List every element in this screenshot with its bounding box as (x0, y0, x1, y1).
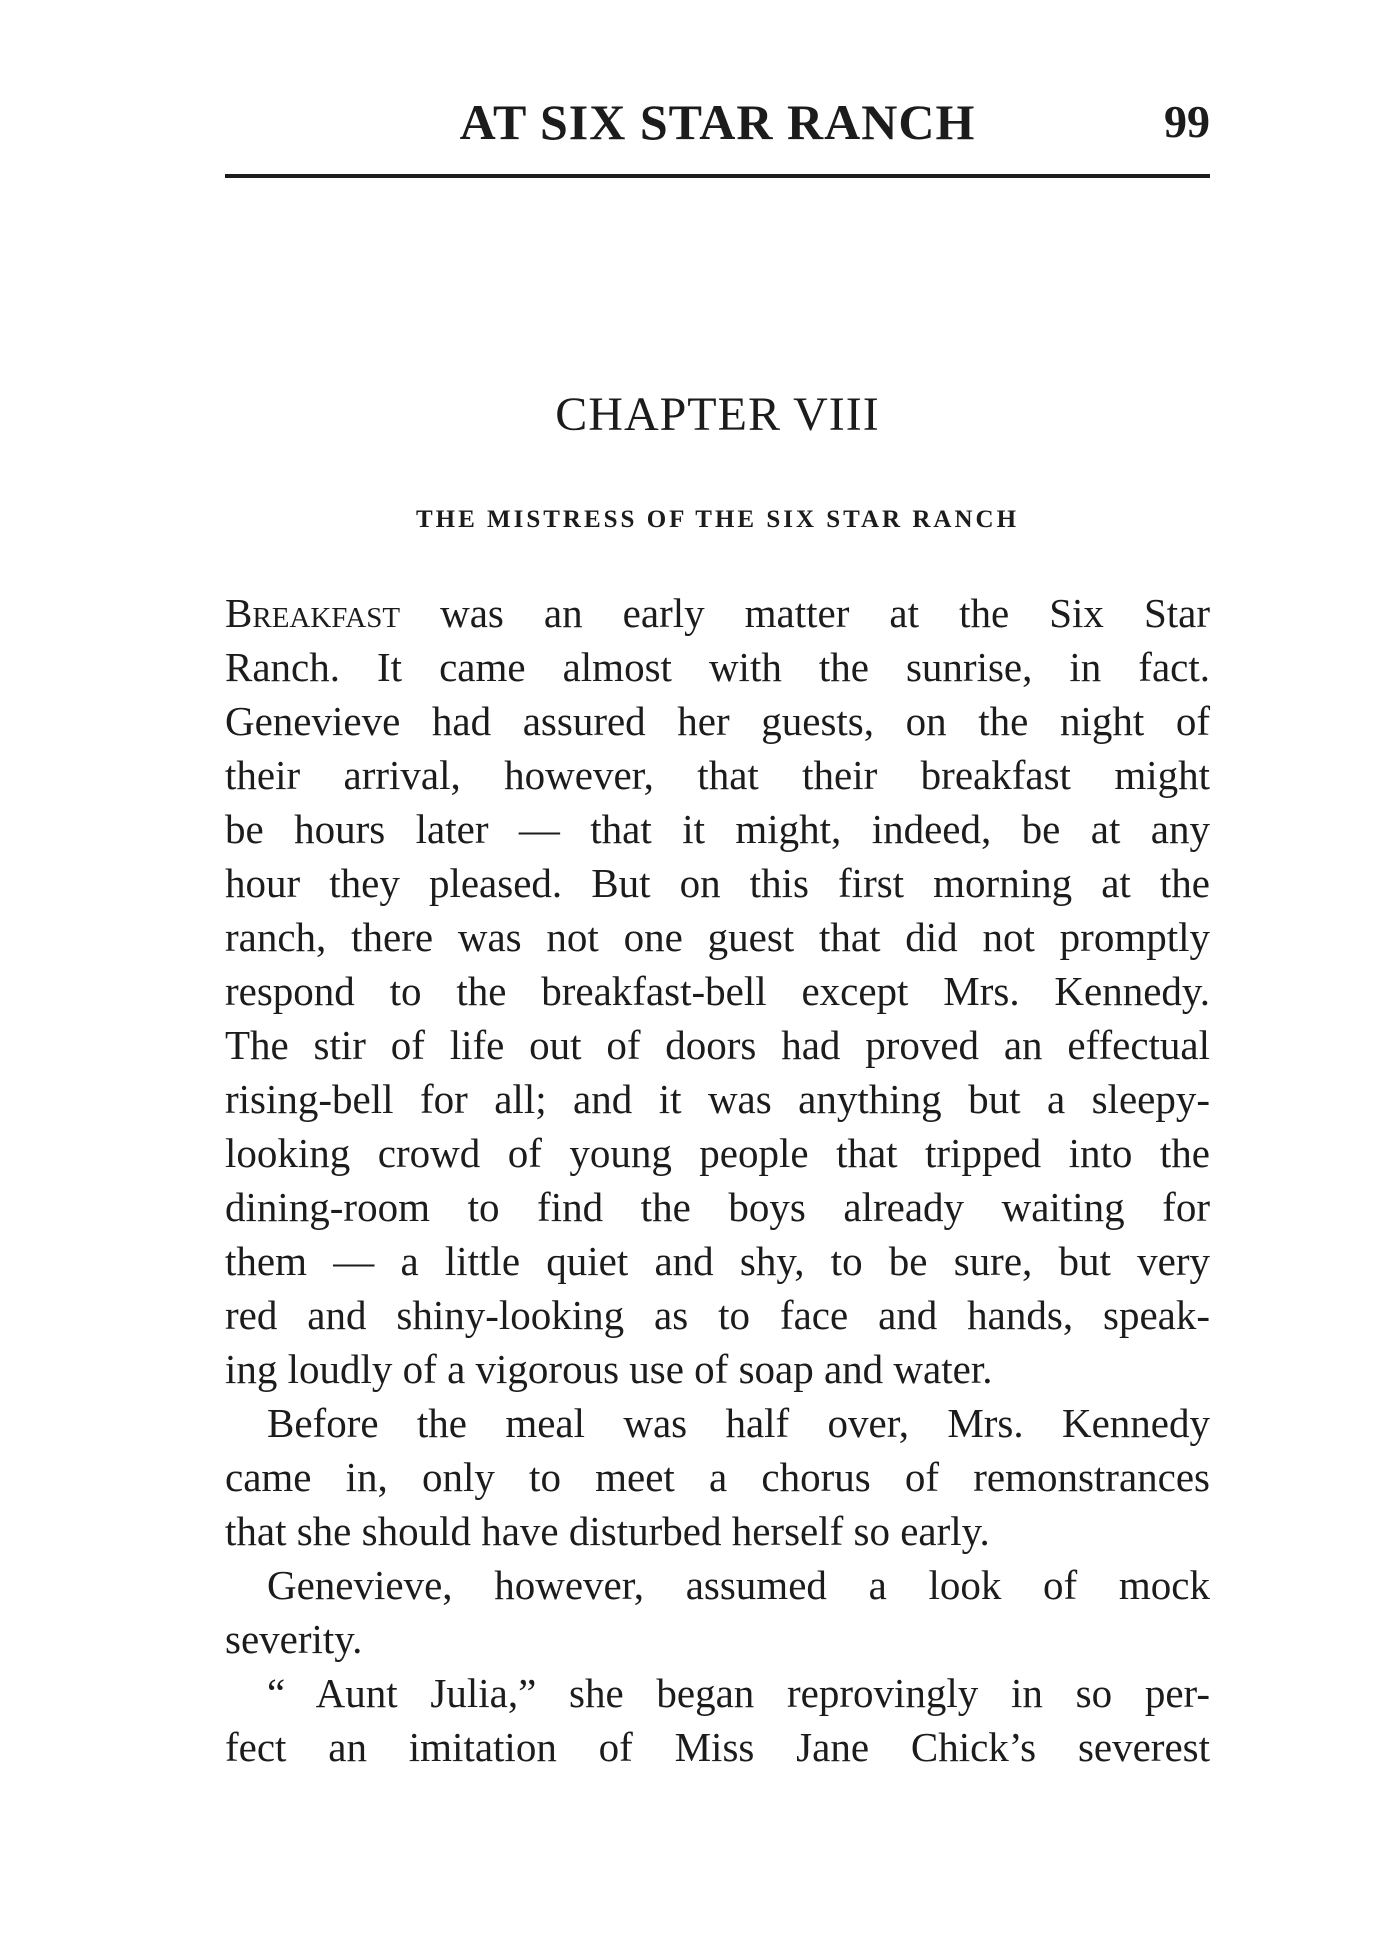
text-line: Ranch. It came almost with the sunrise, in fact. (225, 644, 1210, 690)
text-line: dining-room to find the boys already waiting for (225, 1184, 1210, 1230)
text-line (225, 586, 1210, 640)
text-line: Genevieve had assured her guests, on the night of (225, 698, 1210, 744)
text-line-content: was an early matter at the Six Star (400, 590, 1210, 636)
running-title: AT SIX STAR RANCH (459, 94, 976, 150)
chapter-title: THE MISTRESS OF THE SIX STAR RANCH (415, 506, 1020, 533)
chapter-number: CHAPTER VIII (555, 388, 880, 441)
text-line: ranch, there was not one guest that did not promptly (225, 914, 1210, 960)
text-line: respond to the breakfast-bell except Mrs. Kennedy. (225, 968, 1210, 1014)
text-line: them — a little quiet and shy, to be sure, but very (225, 1238, 1210, 1284)
text-line: hour they pleased. But on this first morning at the (225, 860, 1210, 906)
text-line: ing loudly of a vigorous use of soap and water. (225, 1346, 993, 1392)
text-line: looking crowd of young people that tripped into the (225, 1130, 1210, 1176)
text-line: Before the meal was half over, Mrs. Kennedy (267, 1400, 1210, 1446)
body-text (225, 586, 1210, 1774)
header-rule (225, 174, 1210, 178)
text-line: The stir of life out of doors had proved an effectual (225, 1022, 1210, 1068)
text-line: that she should have disturbed herself so early. (225, 1508, 990, 1554)
text-line: fect an imitation of Miss Jane Chick’s severest (225, 1724, 1210, 1770)
text-line: red and shiny-looking as to face and hands, speak- (225, 1292, 1210, 1338)
text-line: be hours later — that it might, indeed, be at any (225, 806, 1210, 852)
page-number: 99 (1164, 96, 1210, 147)
running-head (225, 92, 1210, 152)
text-line: their arrival, however, that their breakfast might (225, 752, 1210, 798)
text-line: rising-bell for all; and it was anything but a sleepy- (225, 1076, 1210, 1122)
text-line: Genevieve, however, assumed a look of mock (267, 1562, 1210, 1608)
text-line: severity. (225, 1616, 363, 1662)
drop-word: Breakfast (225, 590, 401, 636)
text-line: “ Aunt Julia,” she began reprovingly in so per- (267, 1670, 1210, 1716)
text-line: came in, only to meet a chorus of remonstrances (225, 1454, 1210, 1500)
